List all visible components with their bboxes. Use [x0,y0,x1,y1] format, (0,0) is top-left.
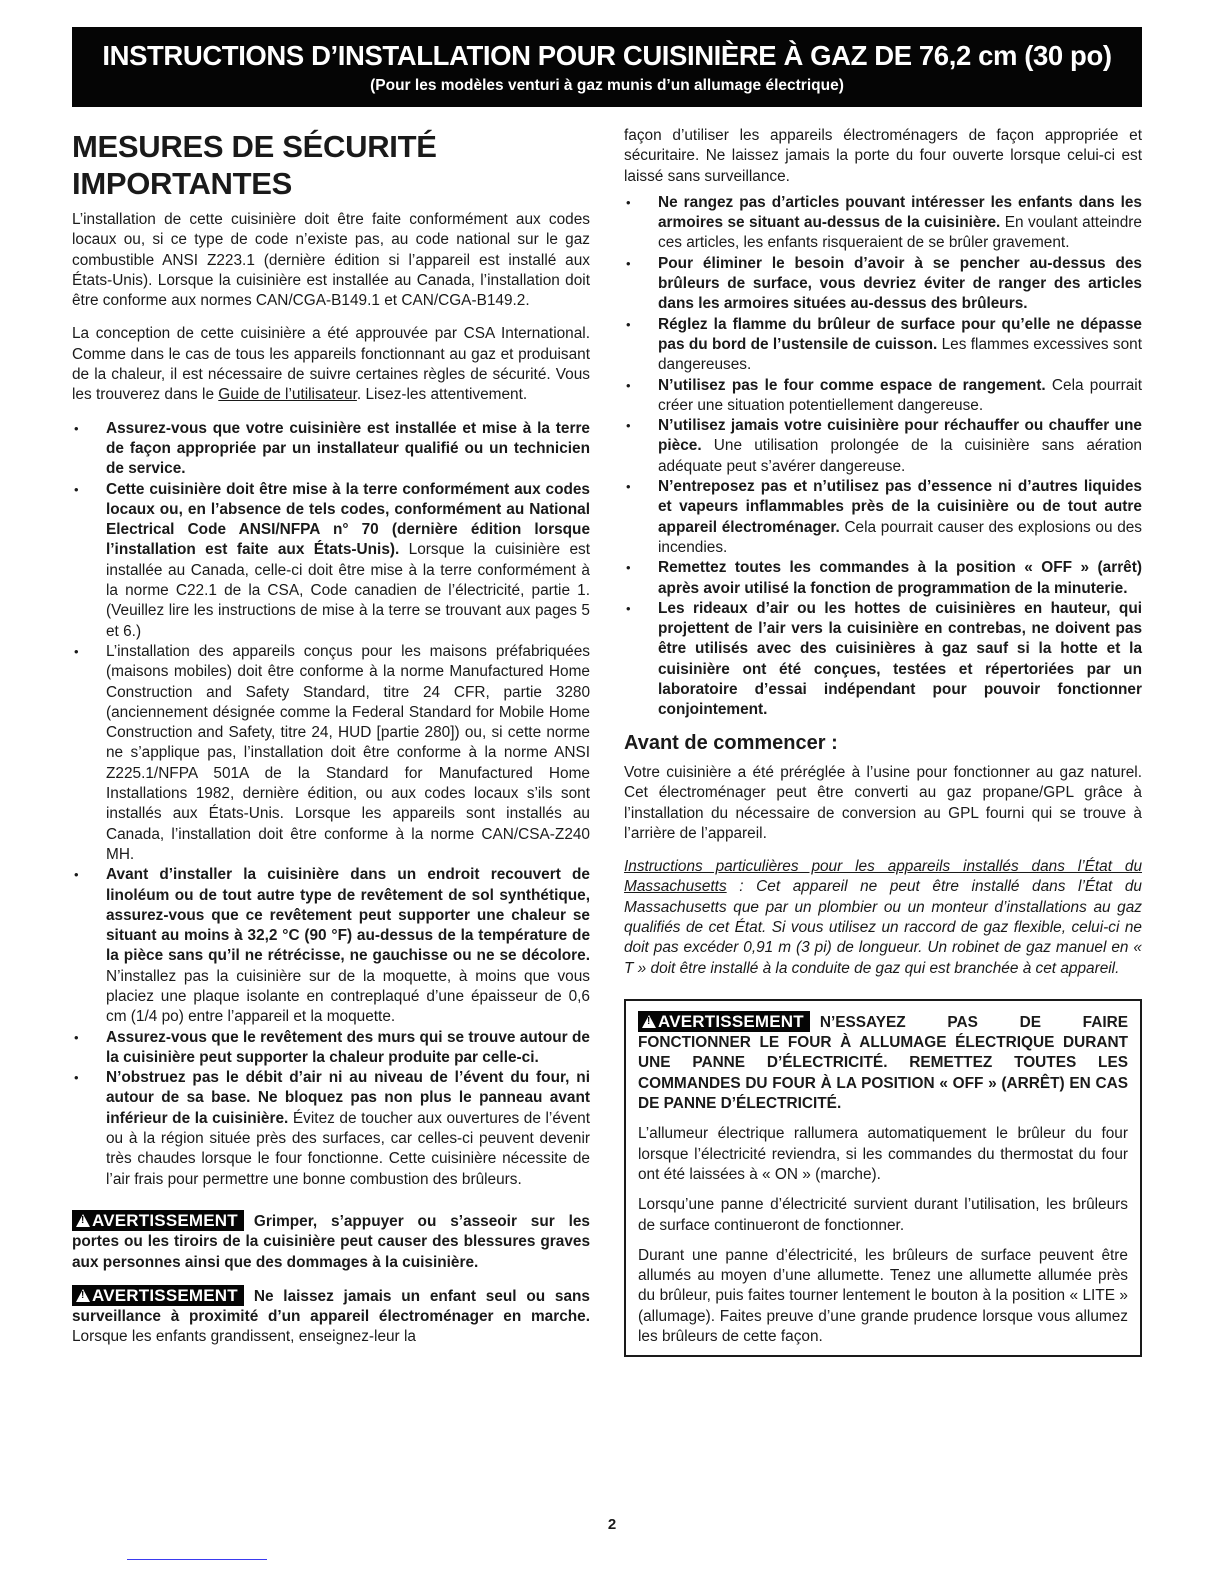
csa-text-end: . Lisez-les attentivement. [356,386,528,404]
csa-text: La conception de cette cuisinière a été approuvée par CSA International. Comme dans le cas de tous les appareils fonctionnant au gaz et produisant de la chaleur, il est nécessaire de suivre certaines règles de sécurité. Vous les trouverez dans le [72,325,590,404]
warning-text: Grimper, s’appuyer ou s’asseoir sur les portes ou les tiroirs de la cuisinière peut causer des blessures graves aux personnes ainsi que des dommages à la cuisinière. [72,1212,590,1271]
safety-list-right [624,193,1142,721]
warning-triangle-icon [642,1015,656,1028]
box-paragraph: Lorsqu’une panne d’électricité survient durant l’utilisation, les brûleurs de surface continueront de fonctionner. [638,1196,1128,1234]
page-number: 2 [607,1516,617,1533]
list-item [624,558,1142,599]
list-item [624,254,1142,315]
section-title: MESURES DE SÉCURITÉ IMPORTANTES [72,129,437,201]
item-bold: Les rideaux d’air ou les hottes de cuisinières en hauteur, qui projettent de l’air vers la cuisinière en contrebas, ne doivent pas être utilisés avec des cuisinières à gaz sauf si la hotte et la cuisinière ont été conçues, testées et répertoriées par un laboratoire d’essai indépendant pour pouvoir fonctionner conjointement. [658,599,1142,719]
continued-paragraph: façon d’utiliser les appareils électroménagers de façon appropriée et sécuritaire. Ne laissez jamais la porte du four ouverte lorsque celui-ci est laissé sans surveillance. [624,127,1142,185]
before-start-paragraph: Votre cuisinière a été préréglée à l’usine pour fonctionner au gaz naturel. Cet électroménager peut être converti au gaz propane/GPL grâce à l’installation du nécessaire de conversion au GPL fourni qui se trouve à l’arrière de l’appareil. [624,763,1142,842]
list-item [72,865,590,1027]
list-item [72,480,590,642]
item-bold: Avant d’installer la cuisinière dans un endroit recouvert de linoléum ou de tout autre type de revêtement de sol synthétique, assurez-vous que ce revêtement peut supporter une chaleur se situant au moins à 32,2 °C (90 °F) au-dessus de la température de la pièce sans qu’il ne rétrécisse, ne gauchisse ou ne se décolore. [106,866,590,965]
warning-text: Ne laissez jamais un enfant seul ou sans surveillance à proximité d’un appareil électroménager en marche. [72,1287,590,1326]
left-column [72,126,590,1360]
right-column [624,126,1142,1357]
box-paragraph: Durant une panne d’électricité, les brûleurs de surface peuvent être allumés au moyen d’une allumette. Tenez une allumette allumée près du brûleur, puis faites tourner lentement le bouton à la position « LITE » (allumage). Faites preuve d’une grande prudence lorsque vous allumez les brûleurs de cette façon. [638,1246,1128,1346]
list-item [72,1068,590,1190]
box-paragraph: L’allumeur électrique rallumera automatiquement le brûleur du four lorsque l’électricité reviendra, si les commandes du thermostat du four ont été laissées à « ON » (marche). [638,1125,1128,1183]
item-text: N’installez pas la cuisinière sur de la moquette, à moins que vous placiez une plaque isolante en contreplaqué d’une épaisseur de 0,6 cm (1/4 po) entre l’appareil et la moquette. [106,967,590,1026]
footer-rule [127,1559,267,1560]
list-item [72,419,590,480]
warning-badge [638,1011,810,1032]
warning-triangle-icon [76,1289,90,1302]
warning-climbing [72,1210,590,1273]
user-guide-link[interactable]: Guide de l’utilisateur [218,386,357,404]
list-item [72,642,590,865]
item-bold: Pour éliminer le besoin d’avoir à se pencher au-dessus des brûleurs de surface, vous devriez éviter de ranger des articles dans les armoires situées au-dessus des brûleurs. [658,254,1142,313]
item-text: Cela pourrait causer des explosions ou des incendies. [658,518,1143,556]
power-outage-warning-box [624,999,1142,1357]
list-item [624,416,1142,477]
item-text: Une utilisation prolongée de la cuisinière sans aération adéquate peut s’avérer dangereuse. [658,437,1142,475]
list-item [624,477,1142,558]
item-bold: Réglez la flamme du brûleur de surface pour qu’elle ne dépasse pas du bord de l’ustensile de cuisson. [658,315,1142,353]
massachusetts-text: : Cet appareil ne peut être installé dans l’État du Massachusetts que par un plombier ou un monteur d’installations au gaz qualifiés de cet État. Si vous utilisez un raccord de gaz flexible, celui-ci ne doit pas excéder 0,91 m (3 pi) de longueur. Un robinet de gaz manuel en « T » doit être installé à la conduite de gaz qui est branchée à cet appareil. [624,878,1142,977]
massachusetts-paragraph [624,857,1142,979]
warning-text-cont: Lorsque les enfants grandissent, enseignez-leur la [72,1328,416,1346]
item-bold: Remettez toutes les commandes à la position « OFF » (arrêt) après avoir utilisé la fonction de programmation de la minuterie. [658,559,1142,597]
list-item [624,315,1142,376]
massachusetts-link[interactable]: Instructions particulières pour les appareils installés dans l’État du Massachusetts [624,858,1142,896]
box-heading-text: N’ESSAYEZ PAS DE FAIRE FONCTIONNER LE FOUR À ALLUMAGE ÉLECTRIQUE DURANT UNE PANNE D’ÉLECTRICITÉ. REMETTEZ TOUTES LES COMMANDES DU FOUR À LA POSITION « OFF » (ARRÊT) EN CAS DE PANNE D’ÉLECTRICITÉ. [638,1013,1128,1113]
item-bold: N’entreposez pas et n’utilisez pas d’essence ni d’autres liquides et vapeurs inflammables près de la cuisinière ou de tout autre appareil électroménager. [658,478,1142,536]
warning-triangle-icon [76,1214,90,1227]
safety-list [72,419,590,1190]
warning-badge [72,1285,244,1306]
item-text: Lorsque la cuisinière est installée au Canada, celle-ci doit être mise à la terre conformément à la norme C22.1 de la CSA, Code canadien de l’électricité, partie 1. (Veuillez lire les instructions de mise à la terre se trouvant aux pages 5 et 6.) [106,541,590,640]
page-subtitle: (Pour les modèles venturi à gaz munis d’un allumage électrique) [370,77,844,94]
before-start-heading: Avant de commencer : [624,731,838,754]
item-text: Évitez de toucher aux ouvertures de l’évent ou à la région située près des surfaces, car celles-ci peuvent devenir très chaudes lorsque le four fonctionne. Cette cuisinière nécessite de l’air frais pour permettre une bonne combustion des brûleurs. [106,1109,590,1188]
item-bold: N’obstruez pas le débit d’air ni au niveau de l’évent du four, ni autour de sa base. Ne bloquez pas non plus le panneau avant inférieur de la cuisinière. [106,1069,590,1127]
badge-label: AVERTISSEMENT [92,1285,238,1305]
page-title: INSTRUCTIONS D’INSTALLATION POUR CUISINIÈRE À GAZ DE 76,2 cm (30 po) [102,40,1112,71]
item-text: En voulant atteindre ces articles, les enfants risqueraient de se brûler gravement. [658,214,1142,252]
warning-badge [72,1210,244,1231]
list-item [624,599,1142,721]
box-heading [638,1011,1128,1114]
item-bold: Assurez-vous que le revêtement des murs qui se trouve autour de la cuisinière peut supporter la chaleur produite par celle-ci. [106,1028,590,1066]
warning-children [72,1285,590,1348]
item-bold: N’utilisez pas le four comme espace de rangement. [658,376,1046,394]
list-item [72,1028,590,1069]
csa-paragraph [72,324,590,405]
item-bold: N’utilisez jamais votre cuisinière pour réchauffer ou chauffer une pièce. [658,417,1142,455]
item-bold: Cette cuisinière doit être mise à la terre conformément aux codes locaux ou, en l’absence de tels codes, conformément au National Electrical Code ANSI/NFPA n° 70 (dernière édition lorsque l’installation est faite aux États-Unis). [106,480,590,559]
intro-paragraph: L’installation de cette cuisinière doit être faite conformément aux codes locaux ou, si ce type de code n’existe pas, au code national sur le gaz combustible ANSI Z223.1 (dernière édition si l’appareil est installé aux États-Unis). Lorsque la cuisinière est installée au Canada, l’installation doit être conforme aux normes CAN/CGA-B149.1 et CAN/CGA-B149.2. [72,211,590,310]
badge-label: AVERTISSEMENT [92,1210,238,1230]
item-text: L’installation des appareils conçus pour les maisons préfabriquées (maisons mobiles) doit être conforme à la norme Manufactured Home Construction and Safety Standard, titre 24 CFR, partie 3280 (anciennement désignée comme la Federal Standard for Mobile Home Construction and Safety, titre 24, HUD [partie 280]) ou, si cette norme ne s’applique pas, l’installation doit être conforme à la norme ANSI Z225.1/NFPA 501A de la Standard for Manufactured Home Installations 1982, dernière édition, ou aux codes locaux s’ils sont installés aux États-Unis. Lorsque les appareils sont installés au Canada, l’installation doit être conforme à la norme CAN/CSA-Z240 MH. [106,642,590,863]
item-bold: Ne rangez pas d’articles pouvant intéresser les enfants dans les armoires se situant au-dessus de la cuisinière. [658,193,1142,232]
list-item [624,376,1142,417]
item-text: Les flammes excessives sont dangereuses. [658,335,1142,374]
list-item [624,193,1142,254]
title-banner [72,27,1142,107]
badge-label: AVERTISSEMENT [658,1011,804,1031]
item-bold: Assurez-vous que votre cuisinière est installée et mise à la terre de façon appropriée par un installateur qualifié ou un technicien de service. [106,419,590,478]
item-text: Cela pourrait créer une situation potentiellement dangereuse. [658,376,1142,414]
